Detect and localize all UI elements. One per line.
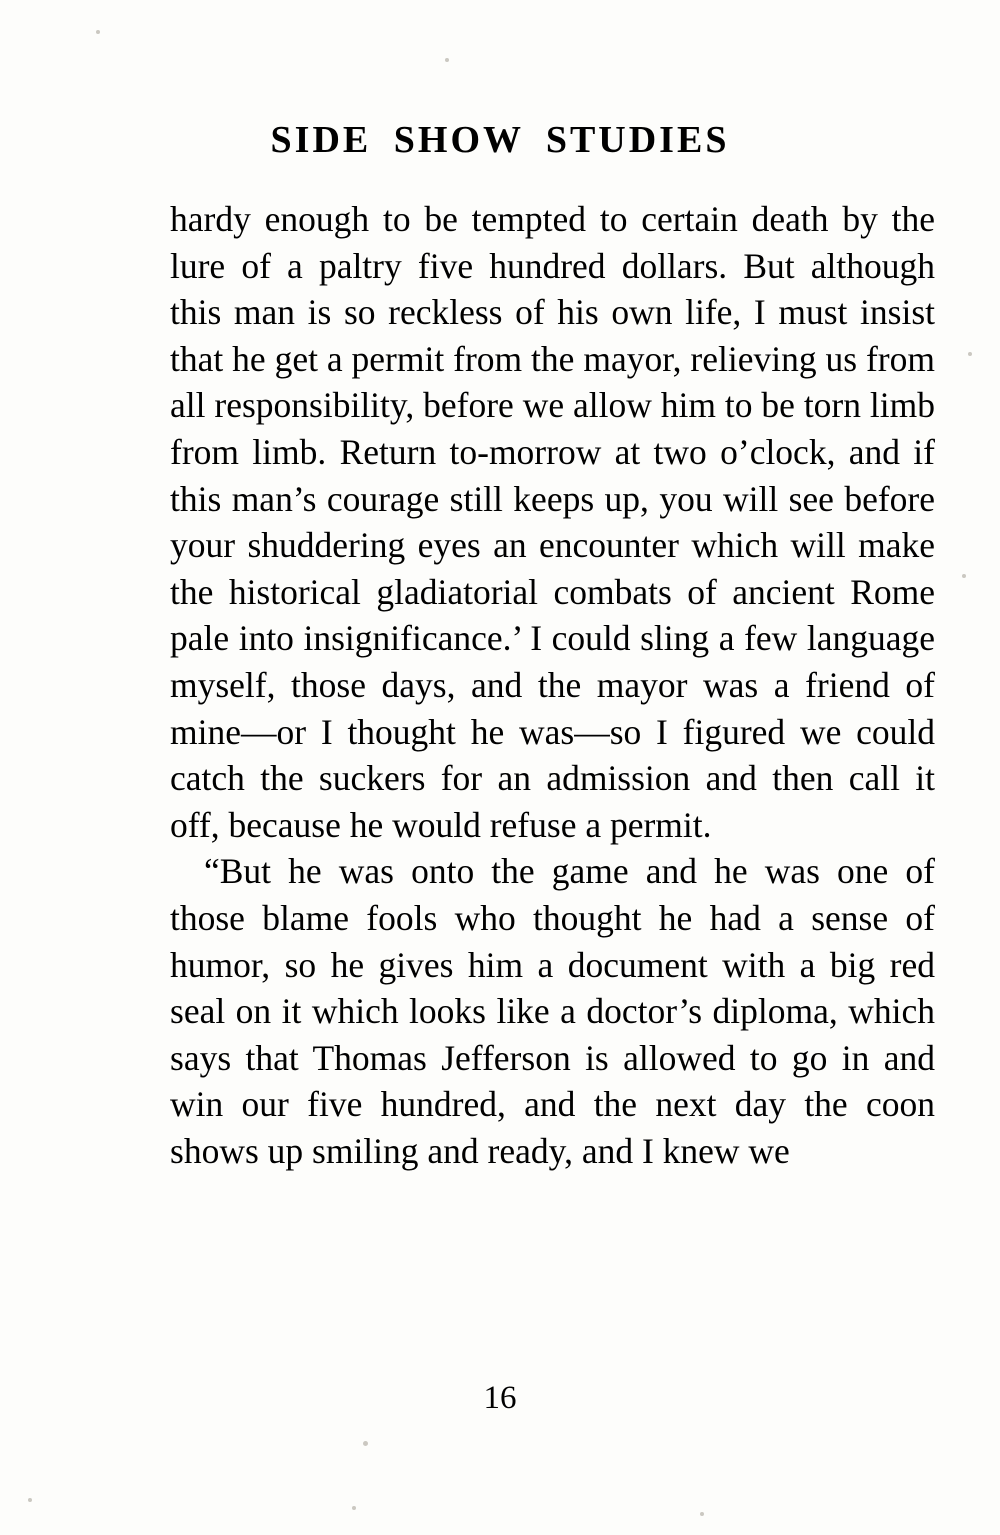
running-head: SIDE SHOW STUDIES [270, 119, 730, 161]
paragraph: hardy enough to be tempted to certain death by the lure of a paltry five hundred dollars. But although this man is so reckless of his own life, I must insist that he get a permit from the mayor, relieving us from all responsibility, before we allow him to be torn limb from limb. Return to-morrow at two o’clock, and if this man’s courage still keeps up, you will see before your shuddering eyes an encounter which will make the historical gladiatorial combats of ancient Rome pale into insignificance.’ I could sling a few language myself, those days, and the mayor was a friend of mine—or I thought he was—so I figured we could catch the suckers for an admission and then call it off, because he would refuse a permit. [170, 199, 935, 845]
page-number: 16 [483, 1380, 517, 1416]
page-speck [445, 58, 449, 62]
page-speck [96, 30, 100, 34]
page-speck [363, 1441, 368, 1446]
body-text [170, 196, 935, 1174]
page-speck [700, 1512, 704, 1516]
paragraph: “But he was onto the game and he was one of those blame fools who thought he had a sense of humor, so he gives him a document with a big red seal on it which looks like a doctor’s diploma, which says that Thomas Jefferson is allowed to go in and win our five hundred, and the next day the coon shows up smiling and ready, and I knew we [170, 851, 935, 1171]
page-speck [28, 1498, 32, 1502]
page-speck [962, 574, 966, 578]
page-speck [968, 352, 972, 356]
page-speck [352, 1506, 356, 1510]
